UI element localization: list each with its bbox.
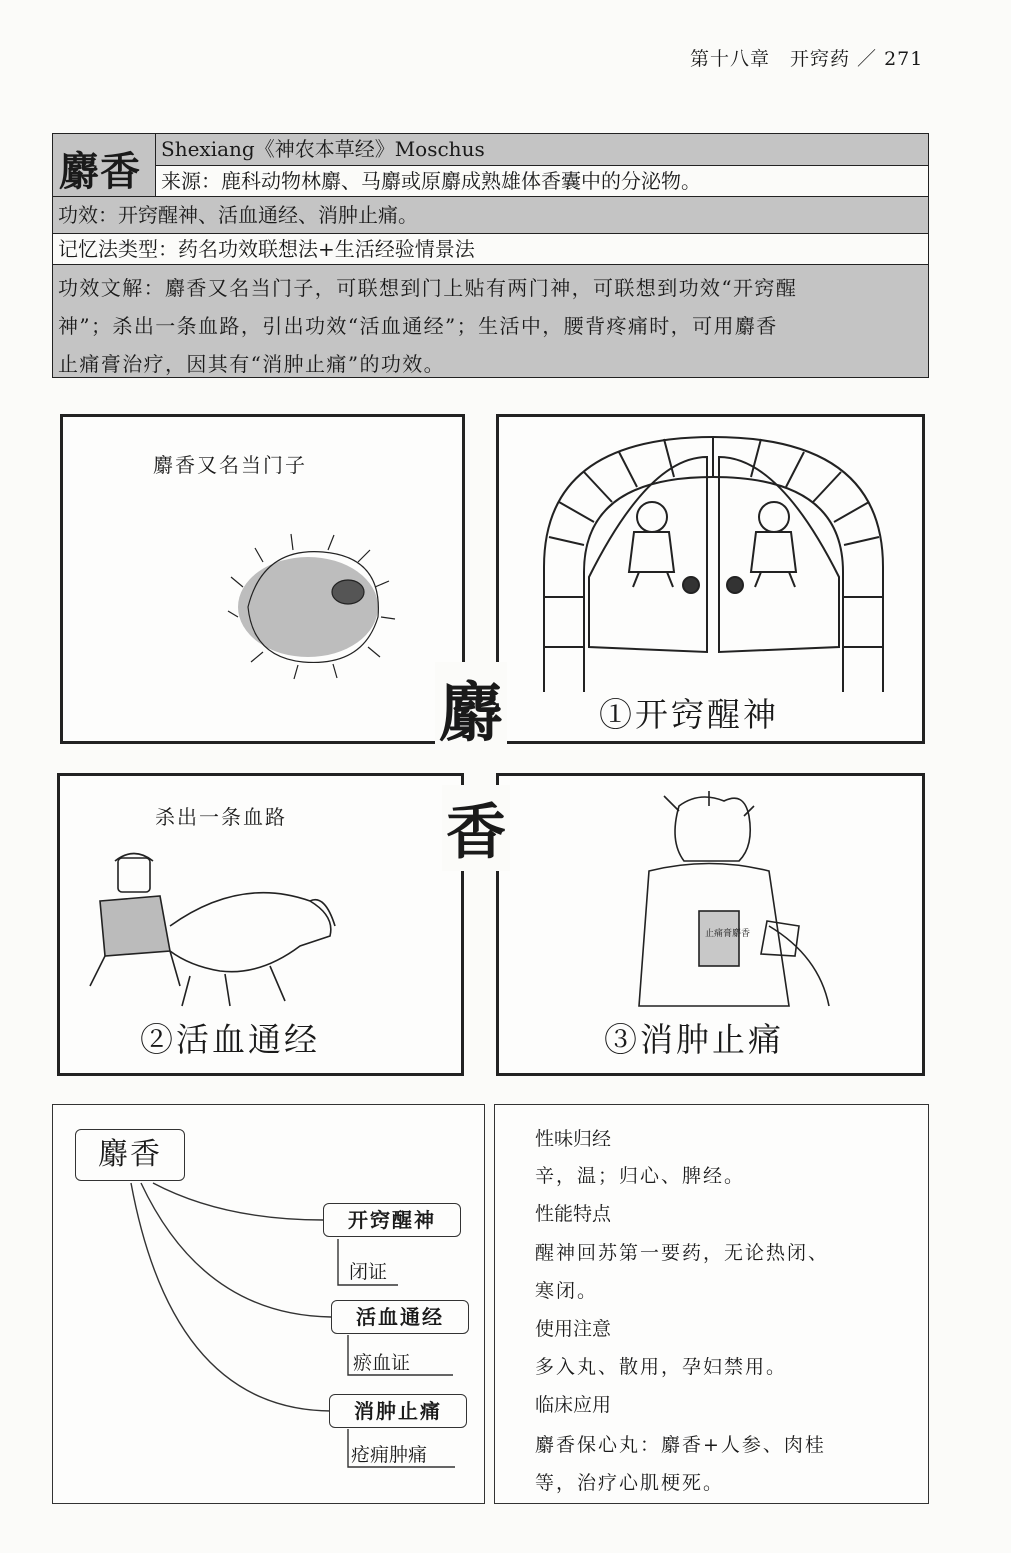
mindmap-sub-1: 闭证	[349, 1261, 388, 1283]
prop-heading-2: 性能特点	[535, 1203, 612, 1225]
herb-name: 麝香	[59, 148, 141, 195]
prop-text-4-1: 麝香保心丸：麝香+人参、肉桂	[535, 1434, 826, 1456]
mindmap-sub-2: 瘀血证	[353, 1352, 411, 1374]
panel-musk-pod	[60, 414, 465, 744]
explanation-line-1: 功效文解：麝香又名当门子，可联想到门上贴有两门神，可联想到功效“开窍醒	[58, 276, 798, 300]
panel-door-gods	[496, 414, 925, 744]
efficacy-row: 功效：开窍醒神、活血通经、消肿止痛。	[52, 196, 929, 234]
panel3-caption: ②活血通经	[140, 1020, 320, 1059]
source-row: 来源：鹿科动物林麝、马麝或原麝成熟雄体香囊中的分泌物。	[155, 165, 929, 197]
prop-heading-4: 临床应用	[535, 1394, 612, 1416]
panel2-caption: ①开窍醒神	[599, 695, 779, 734]
mindmap-root: 麝香	[75, 1129, 185, 1181]
mindmap-sub-3: 疮痈肿痛	[351, 1444, 428, 1466]
mindmap-branch-1: 开窍醒神	[323, 1203, 461, 1237]
explanation-line-3: 止痛膏治疗，因其有“消肿止痛”的功效。	[58, 352, 446, 376]
musk-pod-drawing	[63, 417, 468, 747]
center-char-2: 香	[442, 785, 510, 871]
panel1-caption: 麝香又名当门子	[153, 453, 307, 477]
panel3-top-caption: 杀出一条血路	[155, 805, 287, 829]
mindmap-box	[52, 1104, 485, 1504]
prop-text-2-2: 寒闭。	[535, 1280, 599, 1302]
herb-name-cell	[52, 133, 156, 197]
panel4-caption: ③消肿止痛	[604, 1020, 784, 1059]
panel-warrior	[57, 773, 464, 1076]
prop-text-3-1: 多入丸、散用，孕妇禁用。	[535, 1356, 788, 1378]
plaster-label: 止痛膏麝香	[705, 929, 751, 939]
prop-text-4-2: 等，治疗心肌梗死。	[535, 1472, 725, 1494]
prop-text-1-1: 辛，温；归心、脾经。	[535, 1165, 746, 1187]
pinyin-row: Shexiang《神农本草经》Moschus	[155, 133, 929, 166]
prop-heading-1: 性味归经	[535, 1128, 612, 1150]
memory-type-row: 记忆法类型：药名功效联想法+生活经验情景法	[52, 233, 929, 265]
mindmap-branch-3: 消肿止痛	[329, 1394, 467, 1428]
running-header: 第十八章 开窍药 ／ 271	[690, 48, 924, 70]
mindmap-branch-2: 活血通经	[331, 1300, 469, 1334]
panel-back-plaster	[496, 773, 925, 1076]
explanation-line-2: 神”；杀出一条血路，引出功效“活血通经”；生活中，腰背疼痛时，可用麝香	[58, 314, 778, 338]
center-char-1: 麝	[435, 662, 507, 754]
prop-text-2-1: 醒神回苏第一要药，无论热闭、	[535, 1242, 830, 1264]
prop-heading-3: 使用注意	[535, 1318, 612, 1340]
explanation-row	[52, 264, 929, 378]
